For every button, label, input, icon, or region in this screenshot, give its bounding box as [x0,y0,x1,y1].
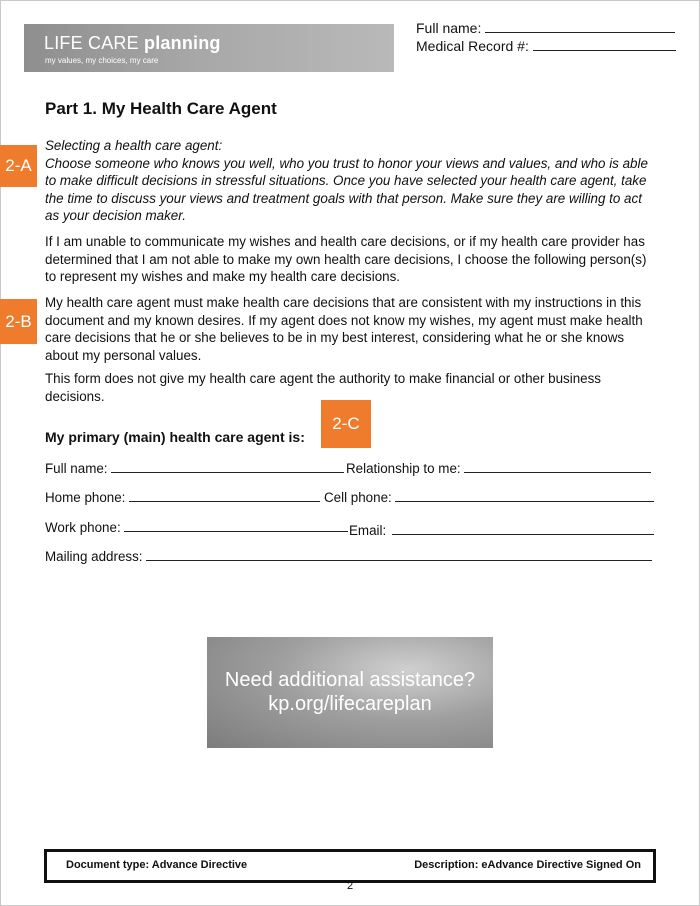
marker-2c: 2-C [321,400,371,448]
home-phone-label: Home phone: [45,490,126,505]
email-label: Email: [349,523,387,538]
brand-tagline: my values, my choices, my care [45,56,159,65]
footer-doc-type: Document type: Advance Directive [66,859,248,871]
document-footer [44,849,656,883]
header-medical-record [416,38,676,54]
brand-title-bold: planning [144,33,221,53]
agent-full-name-field [45,460,344,476]
section-a-text [45,137,653,225]
cell-phone-label: Cell phone: [324,490,392,505]
header-full-name-label: Full name: [416,20,482,36]
promo-link[interactable]: kp.org/lifecareplan [268,693,432,715]
relationship-label: Relationship to me: [346,461,461,476]
agent-full-name-line[interactable] [111,460,344,473]
marker-2b: 2-B [0,299,37,344]
work-phone-field [45,519,348,535]
home-phone-line[interactable] [129,489,320,502]
assistance-promo[interactable] [207,637,493,748]
mailing-address-label: Mailing address: [45,549,143,564]
header-full-name [416,20,675,36]
section-a-heading: Selecting a health care agent: [45,138,223,153]
cell-phone-field [324,489,654,505]
mailing-address-line[interactable] [146,548,652,561]
paragraph-agent-must: My health care agent must make health care decisions that are consistent with my instructions in this document and my known desires. If my agent does not know my wishes, my agent must make health care decisions that he or she believes to be in my best interest, considering what he or she knows about my personal values. [45,295,643,363]
paragraph-no-authority: This form does not give my health care agent the authority to make financial or other business decisions. [45,371,602,404]
header-medical-record-label: Medical Record #: [416,38,529,54]
footer-description: Description: eAdvance Directive Signed On [414,859,641,871]
relationship-line[interactable] [464,460,651,473]
life-care-planning-banner [24,24,394,72]
promo-need-assistance: Need additional assistance? [224,669,476,691]
header-medical-record-line[interactable] [533,38,676,51]
agent-full-name-label: Full name: [45,461,108,476]
work-phone-line[interactable] [124,519,348,532]
email-line[interactable] [392,522,654,535]
home-phone-field [45,489,320,505]
email-field [349,522,654,538]
brand-title-light: LIFE CARE [44,33,145,53]
section-a-body: Choose someone who knows you well, who you trust to honor your views and values, and who is able to make difficult decisions in stressful situations. Once you have selected your health care agent, take the time to discuss your views and treatment goals with that person. Make sure they are willing to act as your decision maker. [45,155,648,223]
cell-phone-line[interactable] [395,489,654,502]
part-title: Part 1. My Health Care Agent [45,99,277,118]
mailing-address-field [45,548,652,564]
header-full-name-line[interactable] [485,20,675,33]
paragraph-unable: If I am unable to communicate my wishes and health care decisions, or if my health care provider has determined that I am not able to make my own health care decisions, I choose the following person(s) to represent my wishes and make my health care decisions. [45,234,647,284]
page-number: 2 [346,880,354,892]
primary-agent-heading: My primary (main) health care agent is: [45,429,305,445]
brand-title [44,33,221,54]
marker-2a: 2-A [0,145,37,187]
work-phone-label: Work phone: [45,520,121,535]
relationship-field [346,460,651,476]
